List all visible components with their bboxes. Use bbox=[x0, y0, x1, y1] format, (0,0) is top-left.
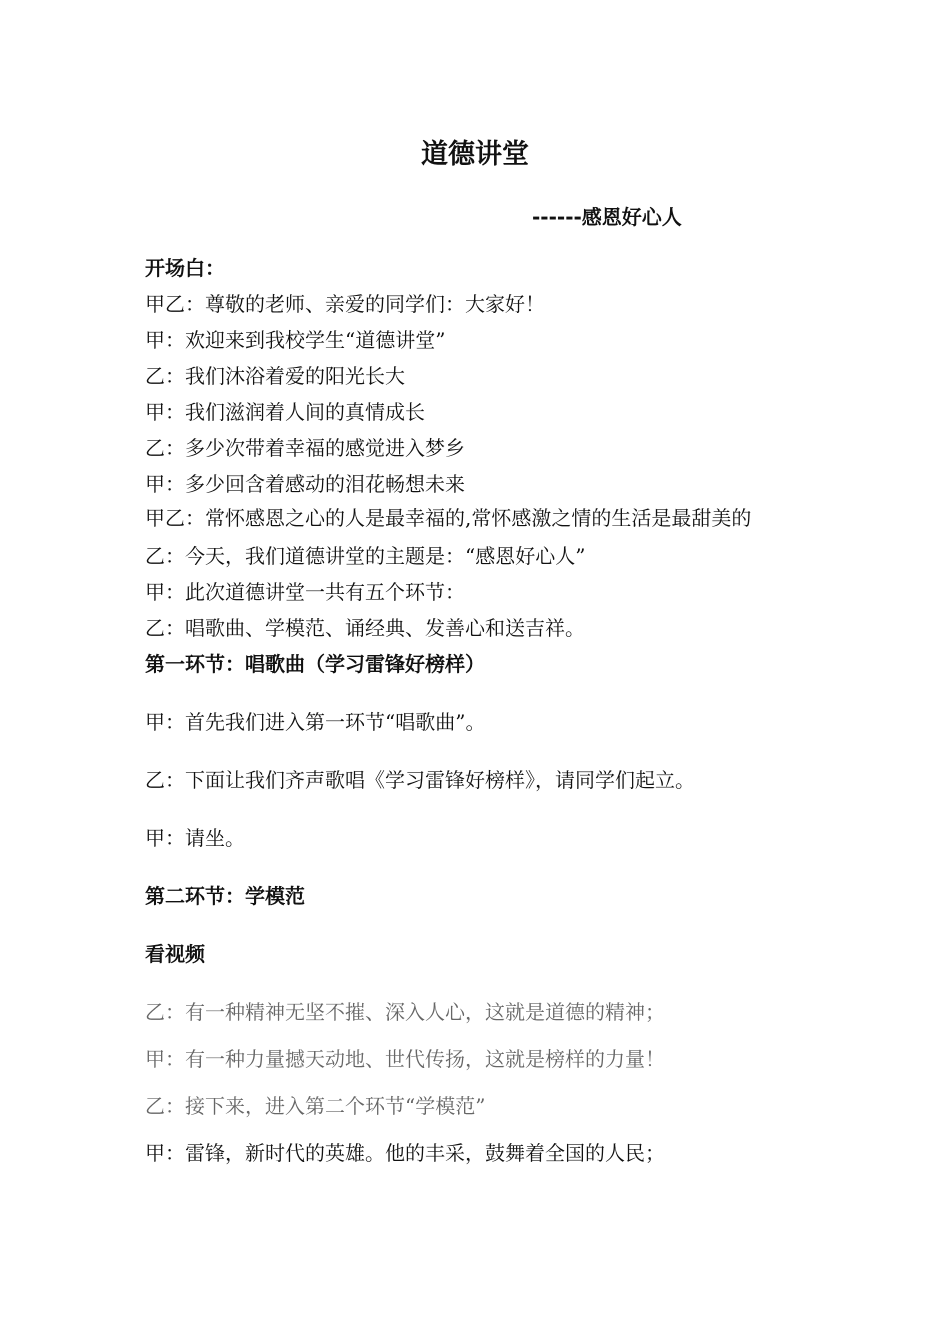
section2-subheading: 看视频 bbox=[145, 942, 205, 966]
page-title: 道德讲堂 bbox=[421, 139, 529, 170]
opening-line: 乙：我们沐浴着爱的阳光长大 bbox=[145, 364, 405, 388]
section2-line: 乙：有一种精神无坚不摧、深入人心，这就是道德的精神； bbox=[145, 1000, 665, 1024]
opening-line: 甲：此次道德讲堂一共有五个环节： bbox=[145, 580, 465, 604]
opening-line: 甲：我们滋润着人间的真情成长 bbox=[145, 400, 425, 424]
section2-line: 乙：接下来，进入第二个环节“学模范” bbox=[145, 1094, 486, 1118]
page-subtitle: ------感恩好心人 bbox=[532, 205, 682, 229]
opening-line: 乙：多少次带着幸福的感觉进入梦乡 bbox=[145, 436, 465, 460]
section1-line: 甲：首先我们进入第一环节“唱歌曲”。 bbox=[145, 710, 486, 734]
section2-line: 甲：有一种力量撼天动地、世代传扬，这就是榜样的力量！ bbox=[145, 1047, 665, 1071]
section1-line: 乙：下面让我们齐声歌唱《学习雷锋好榜样》，请同学们起立。 bbox=[145, 768, 695, 792]
section2-line: 甲：雷锋，新时代的英雄。他的丰采，鼓舞着全国的人民； bbox=[145, 1141, 665, 1165]
section1-line: 甲：请坐。 bbox=[145, 826, 245, 850]
opening-line: 乙：今天，我们道德讲堂的主题是：“感恩好心人” bbox=[145, 544, 586, 568]
section1-heading: 第一环节：唱歌曲（学习雷锋好榜样） bbox=[145, 652, 485, 676]
opening-line: 甲：多少回含着感动的泪花畅想未来 bbox=[145, 472, 465, 496]
opening-line: 甲：欢迎来到我校学生“道德讲堂” bbox=[145, 328, 446, 352]
opening-heading: 开场白： bbox=[145, 256, 225, 280]
opening-line: 甲乙：尊敬的老师、亲爱的同学们：大家好！ bbox=[145, 292, 545, 316]
opening-line: 甲乙：常怀感恩之心的人是最幸福的,常怀感激之情的生活是最甜美的 bbox=[145, 506, 752, 530]
document-body bbox=[145, 250, 825, 1171]
opening-line: 乙：唱歌曲、学模范、诵经典、发善心和送吉祥。 bbox=[145, 616, 585, 640]
section2-heading: 第二环节：学模范 bbox=[145, 884, 305, 908]
